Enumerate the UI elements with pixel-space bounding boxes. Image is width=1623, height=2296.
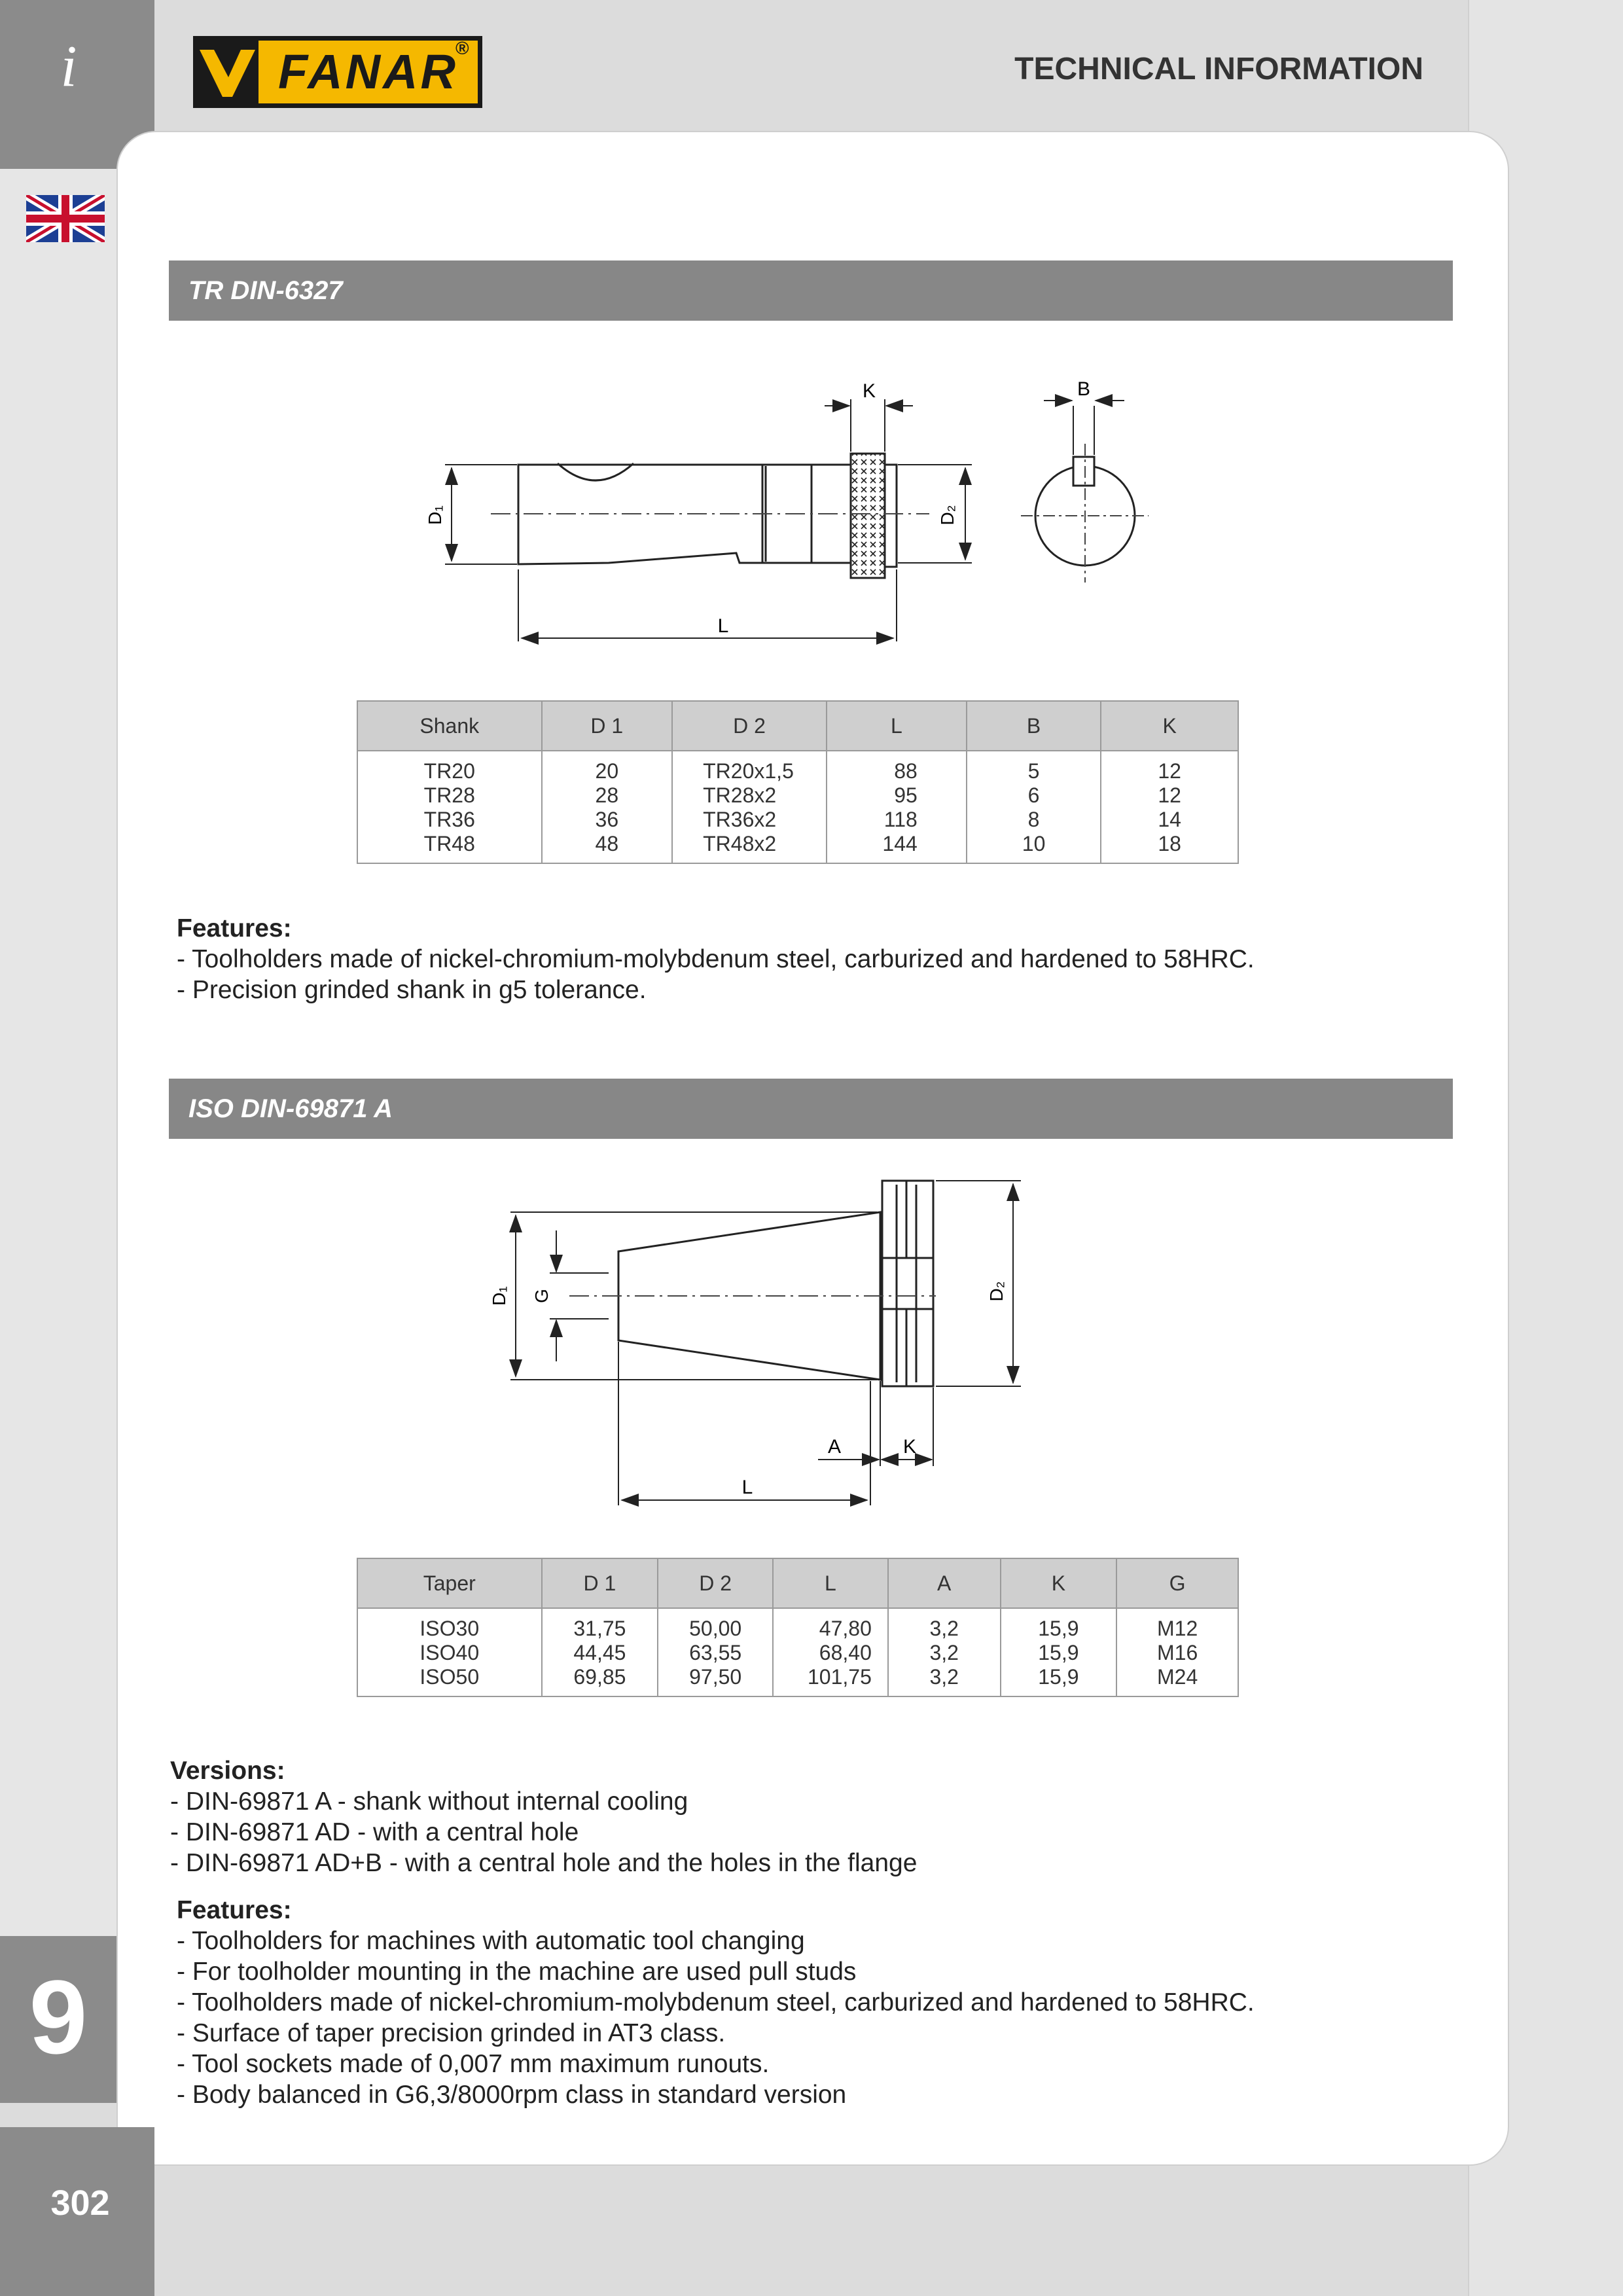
iso-label-d2: D₂ xyxy=(986,1281,1007,1302)
table-cell: 50,00 xyxy=(689,1617,742,1640)
table-cell: 5 xyxy=(1027,759,1040,783)
tr-label-k: K xyxy=(862,380,876,402)
section-bar-iso xyxy=(169,1079,1453,1139)
table-cell: 15,9 xyxy=(1038,1641,1079,1664)
tr-features xyxy=(177,913,1453,1005)
table-cell: 48 xyxy=(595,832,619,855)
list-item: - DIN-69871 A - shank without internal cooling xyxy=(170,1787,688,1816)
section-title-tr: TR DIN-6327 xyxy=(188,276,343,305)
iso-col-g: G xyxy=(1116,1558,1238,1608)
table-cell: ISO50 xyxy=(419,1665,480,1689)
table-cell: ISO40 xyxy=(419,1641,480,1664)
tr-col-b: B xyxy=(967,701,1101,751)
iso-versions-title: Versions: xyxy=(170,1757,285,1785)
table-cell: ISO30 xyxy=(419,1617,480,1640)
tr-label-d1: D₁ xyxy=(425,505,445,525)
table-cell: TR28 xyxy=(423,783,475,807)
list-item: - Precision grinded shank in g5 tolerance. xyxy=(177,976,647,1004)
tr-col-shank: Shank xyxy=(357,701,542,751)
list-item: - Surface of taper precision grinded in AT3 class. xyxy=(177,2019,726,2047)
iso-a-cells xyxy=(888,1608,1001,1696)
iso-col-a: A xyxy=(888,1558,1001,1608)
iso-l-cells xyxy=(773,1608,888,1696)
table-cell: 144 xyxy=(882,832,918,855)
registered-mark: ® xyxy=(455,38,469,58)
table-cell: M24 xyxy=(1157,1665,1198,1689)
tr-features-title: Features: xyxy=(177,914,292,942)
table-cell: 10 xyxy=(1022,832,1046,855)
iso-d1-cells xyxy=(542,1608,658,1696)
table-cell: 31,75 xyxy=(573,1617,626,1640)
tr-label-b: B xyxy=(1077,378,1091,400)
iso-label-d1: D₁ xyxy=(489,1286,509,1306)
tr-col-l: L xyxy=(827,701,967,751)
table-cell: 95 xyxy=(894,783,918,807)
tr-b-cells xyxy=(967,751,1101,863)
iso-col-taper: Taper xyxy=(357,1558,542,1608)
table-cell: 118 xyxy=(883,808,918,831)
list-item: - Toolholders for machines with automatic tool changing xyxy=(177,1927,805,1955)
table-cell: TR48 xyxy=(423,832,475,855)
iso-versions xyxy=(170,1755,1453,1878)
iso-d2-cells xyxy=(658,1608,773,1696)
tr-col-d1: D 1 xyxy=(542,701,673,751)
iso-features xyxy=(177,1895,1453,2110)
list-item: - Toolholders made of nickel-chromium-molybdenum steel, carburized and hardened to 58HRC. xyxy=(177,945,1255,973)
iso-taper-drawing xyxy=(458,1158,1080,1525)
table-cell: TR36x2 xyxy=(703,808,777,831)
tr-label-l: L xyxy=(717,615,729,637)
tr-shank-cells xyxy=(357,751,542,863)
iso-col-d1: D 1 xyxy=(542,1558,658,1608)
table-cell: TR36 xyxy=(423,808,475,831)
table-cell: TR20x1,5 xyxy=(703,759,794,783)
iso-features-title: Features: xyxy=(177,1896,292,1924)
table-cell: 8 xyxy=(1027,808,1040,831)
table-cell: M16 xyxy=(1157,1641,1198,1664)
tr-label-d2: D₂ xyxy=(937,505,957,526)
iso-taper-cells xyxy=(357,1608,542,1696)
iso-label-l: L xyxy=(741,1477,753,1498)
page-number: 302 xyxy=(50,2183,110,2223)
table-cell: 101,75 xyxy=(808,1665,872,1689)
tr-d2-cells xyxy=(672,751,827,863)
table-cell: TR28x2 xyxy=(703,783,777,807)
table-cell: 69,85 xyxy=(573,1665,626,1689)
list-item: - Toolholders made of nickel-chromium-molybdenum steel, carburized and hardened to 58HRC. xyxy=(177,1988,1255,2017)
iso-label-k: K xyxy=(902,1436,917,1458)
logo-v-icon xyxy=(200,45,255,100)
table-cell: 28 xyxy=(595,783,619,807)
table-cell: 3,2 xyxy=(929,1641,959,1664)
tr-col-d2: D 2 xyxy=(672,701,827,751)
iso-k-cells xyxy=(1001,1608,1117,1696)
table-cell: 15,9 xyxy=(1038,1665,1079,1689)
chapter-number: 9 xyxy=(29,1958,88,2075)
table-cell: M12 xyxy=(1157,1617,1198,1640)
table-cell: TR48x2 xyxy=(703,832,777,855)
table-cell: 15,9 xyxy=(1038,1617,1079,1640)
iso-g-cells xyxy=(1116,1608,1238,1696)
tr-k-cells xyxy=(1101,751,1238,863)
tr-d1-cells xyxy=(542,751,673,863)
table-cell: 3,2 xyxy=(929,1617,959,1640)
table-cell: 12 xyxy=(1158,759,1181,783)
table-cell: 68,40 xyxy=(819,1641,872,1664)
list-item: - Body balanced in G6,3/8000rpm class in standard version xyxy=(177,2081,847,2109)
iso-col-k: K xyxy=(1001,1558,1117,1608)
page-title: TECHNICAL INFORMATION xyxy=(1014,52,1423,86)
table-cell: 63,55 xyxy=(689,1641,742,1664)
table-cell: 44,45 xyxy=(573,1641,626,1664)
section-bar-tr xyxy=(169,260,1453,321)
table-cell: 6 xyxy=(1027,783,1040,807)
tr-spec-table xyxy=(357,700,1239,864)
list-item: - DIN-69871 AD - with a central hole xyxy=(170,1818,579,1846)
table-cell: 36 xyxy=(595,808,619,831)
table-cell: 97,50 xyxy=(689,1665,742,1689)
table-cell: 47,80 xyxy=(819,1617,872,1640)
list-item: - For toolholder mounting in the machine are used pull studs xyxy=(177,1958,857,1986)
tr-col-k: K xyxy=(1101,701,1238,751)
uk-flag-icon xyxy=(26,195,105,242)
logo-text: FANAR xyxy=(278,45,458,99)
iso-spec-table xyxy=(357,1558,1239,1697)
table-cell: TR20 xyxy=(423,759,475,783)
list-item: - Tool sockets made of 0,007 mm maximum runouts. xyxy=(177,2050,770,2078)
iso-label-g: G xyxy=(531,1289,552,1303)
tr-l-cells xyxy=(827,751,967,863)
tr-shank-drawing xyxy=(393,367,1243,668)
table-cell: 14 xyxy=(1158,808,1181,831)
iso-col-d2: D 2 xyxy=(658,1558,773,1608)
iso-col-l: L xyxy=(773,1558,888,1608)
table-cell: 88 xyxy=(894,759,918,783)
table-cell: 18 xyxy=(1158,832,1181,855)
iso-label-a: A xyxy=(827,1436,842,1458)
section-title-iso: ISO DIN-69871 A xyxy=(188,1094,393,1123)
list-item: - DIN-69871 AD+B - with a central hole and the holes in the flange xyxy=(170,1849,918,1877)
table-cell: 3,2 xyxy=(929,1665,959,1689)
info-icon: i xyxy=(60,34,77,99)
table-cell: 12 xyxy=(1158,783,1181,807)
table-cell: 20 xyxy=(595,759,619,783)
